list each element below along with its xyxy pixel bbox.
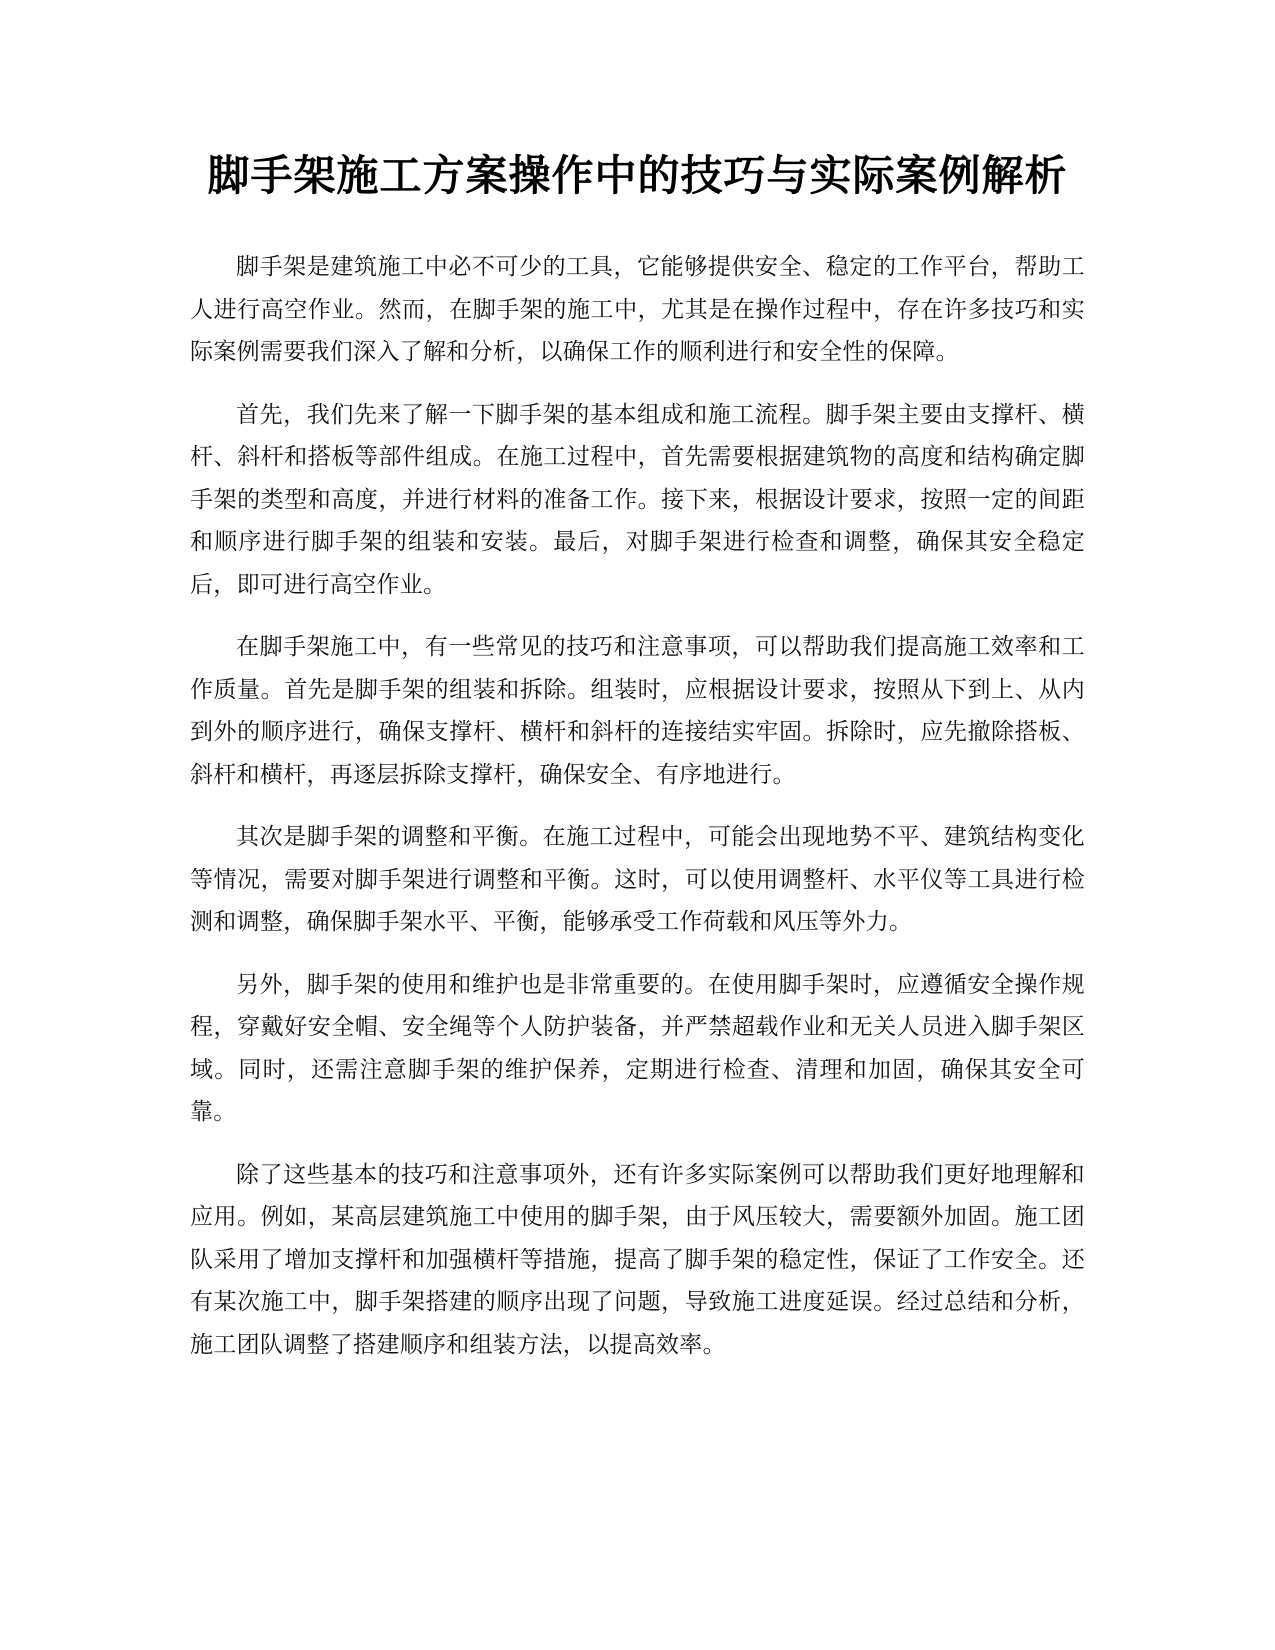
paragraph: 其次是脚手架的调整和平衡。在施工过程中，可能会出现地势不平、建筑结构变化等情况，需要对脚手架进行调整和平衡。这时，可以使用调整杆、水平仪等工具进行检测和调整，确保脚手架水平、平衡，能够承受工作荷载和风压等外力。 <box>190 824 1085 935</box>
paragraph: 除了这些基本的技巧和注意事项外，还有许多实际案例可以帮助我们更好地理解和应用。例如，某高层建筑施工中使用的脚手架，由于风压较大，需要额外加固。施工团队采用了增加支撑杆和加强横杆等措施，提高了脚手架的稳定性，保证了工作安全。还有某次施工中，脚手架搭建的顺序出现了问题，导致施工进度延误。经过总结和分析，施工团队调整了搭建顺序和组装方法，以提高效率。 <box>190 1161 1085 1358</box>
document-title: 脚手架施工方案操作中的技巧与实际案例解析 <box>207 151 1068 200</box>
paragraph: 在脚手架施工中，有一些常见的技巧和注意事项，可以帮助我们提高施工效率和工作质量。首先是脚手架的组装和拆除。组装时，应根据设计要求，按照从下到上、从内到外的顺序进行，确保支撑杆、横杆和斜杆的连接结实牢固。拆除时，应先撤除搭板、斜杆和横杆，再逐层拆除支撑杆，确保安全、有序地进行。 <box>190 634 1085 788</box>
document-body <box>190 246 1085 1366</box>
paragraph: 首先，我们先来了解一下脚手架的基本组成和施工流程。脚手架主要由支撑杆、横杆、斜杆和搭板等部件组成。在施工过程中，首先需要根据建筑物的高度和结构确定脚手架的类型和高度，并进行材料的准备工作。接下来，根据设计要求，按照一定的间距和顺序进行脚手架的组装和安装。最后，对脚手架进行检查和调整，确保其安全稳定后，即可进行高空作业。 <box>190 401 1085 598</box>
paragraph: 另外，脚手架的使用和维护也是非常重要的。在使用脚手架时，应遵循安全操作规程，穿戴好安全帽、安全绳等个人防护装备，并严禁超载作业和无关人员进入脚手架区域。同时，还需注意脚手架的维护保养，定期进行检查、清理和加固，确保其安全可靠。 <box>190 971 1085 1125</box>
paragraph: 脚手架是建筑施工中必不可少的工具，它能够提供安全、稳定的工作平台，帮助工人进行高空作业。然而，在脚手架的施工中，尤其是在操作过程中，存在许多技巧和实际案例需要我们深入了解和分析，以确保工作的顺利进行和安全性的保障。 <box>190 254 1085 365</box>
